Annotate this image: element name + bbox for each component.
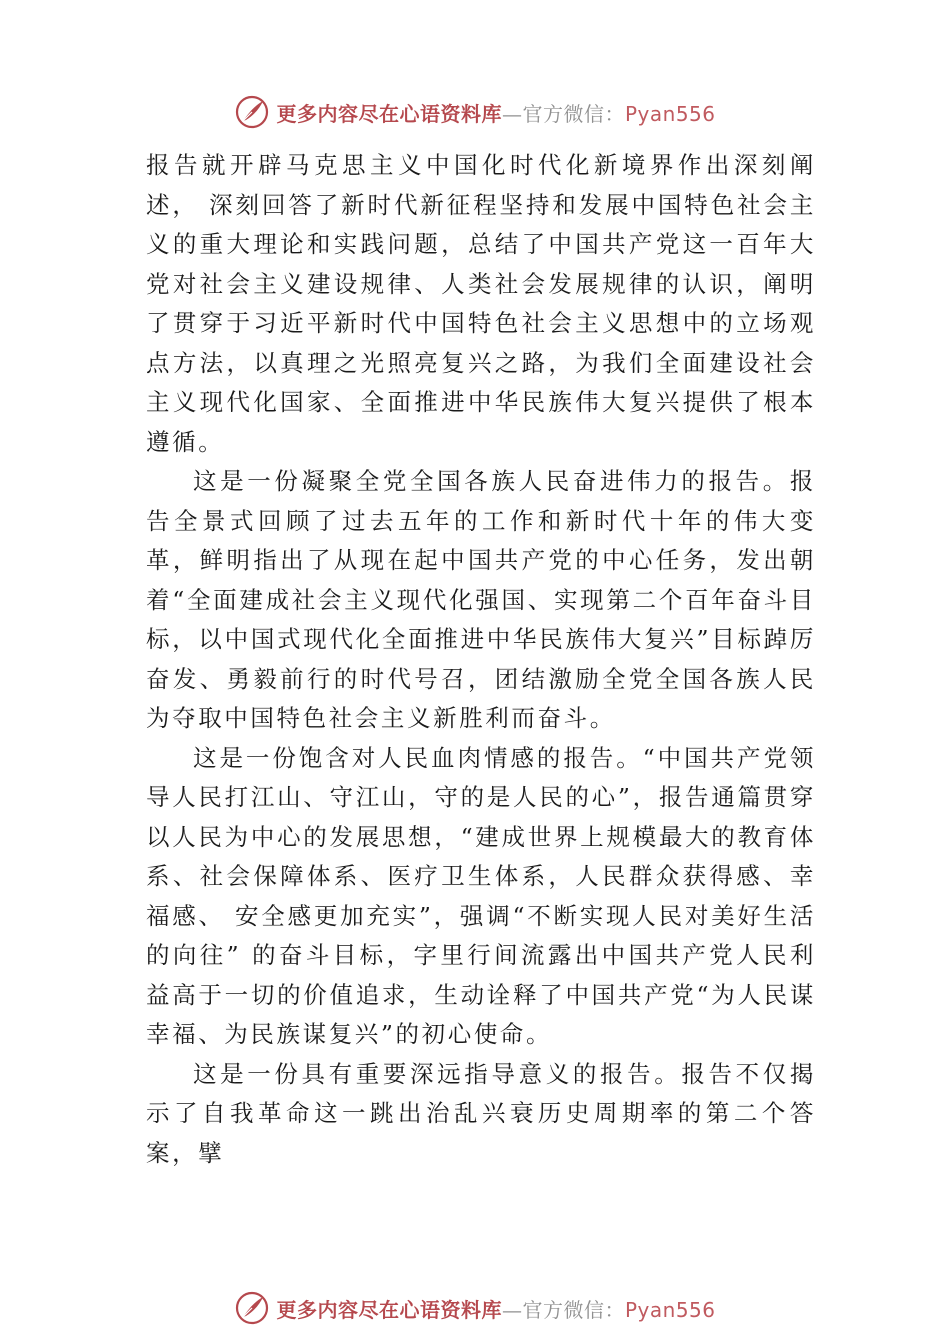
document-body: [146, 146, 816, 1173]
header-banner: [0, 92, 950, 132]
paragraph-4: 这是一份具有重要深远指导意义的报告。报告不仅揭示了自我革命这一跳出治乱兴衰历史周期率的第二个答案，擘: [146, 1059, 816, 1167]
banner-main-text: 更多内容尽在心语资料库: [276, 1297, 502, 1322]
paragraph-1: 报告就开辟马克思主义中国化时代化新境界作出深刻阐述， 深刻回答了新时代新征程坚持和发展中国特色社会主义的重大理论和实践问题，总结了中国共产党这一百年大党对社会主义建设规律、人类社会发展规律的认识，阐明了贯穿于习近平新时代中国特色社会主义思想中的立场观点方法，以真理之光照亮复兴之路，为我们全面建设社会主义现代化国家、全面推进中华民族伟大复兴提供了根本遵循。: [146, 151, 816, 456]
quill-logo-icon: [234, 94, 270, 130]
paragraph-3: 这是一份饱含对人民血肉情感的报告。“中国共产党领导人民打江山、守江山，守的是人民的心”，报告通篇贯穿以人民为中心的发展思想，“建成世界上规模最大的教育体系、社会保障体系、医疗卫生体系，人民群众获得感、幸福感、 安全感更加充实”，强调“不断实现人民对美好生活的向往” 的奋斗目标，字里行间流露出中国共产党人民利益高于一切的价值追求，生动诠释了中国共产党“为人民谋幸福、为民族谋复兴”的初心使命。: [146, 743, 816, 1048]
paragraph-2: 这是一份凝聚全党全国各族人民奋进伟力的报告。报告全景式回顾了过去五年的工作和新时代十年的伟大变革，鲜明指出了从现在起中国共产党的中心任务，发出朝着“全面建成社会主义现代化强国、实现第二个百年奋斗目标，以中国式现代化全面推进中华民族伟大复兴”目标踔厉奋发、勇毅前行的时代号召，团结激励全党全国各族人民为夺取中国特色社会主义新胜利而奋斗。: [146, 467, 816, 732]
wechat-id: Pyan556: [624, 101, 716, 126]
quill-logo-icon: [234, 1290, 270, 1326]
banner-main-text: 更多内容尽在心语资料库: [276, 101, 502, 126]
banner-text: [276, 98, 715, 127]
banner-text: [276, 1294, 715, 1323]
footer-banner: [0, 1288, 950, 1328]
banner-separator: —: [501, 101, 523, 126]
banner-separator: —: [501, 1297, 523, 1322]
wechat-id: Pyan556: [624, 1297, 716, 1322]
wechat-label: 官方微信：: [522, 101, 625, 126]
wechat-label: 官方微信：: [522, 1297, 625, 1322]
